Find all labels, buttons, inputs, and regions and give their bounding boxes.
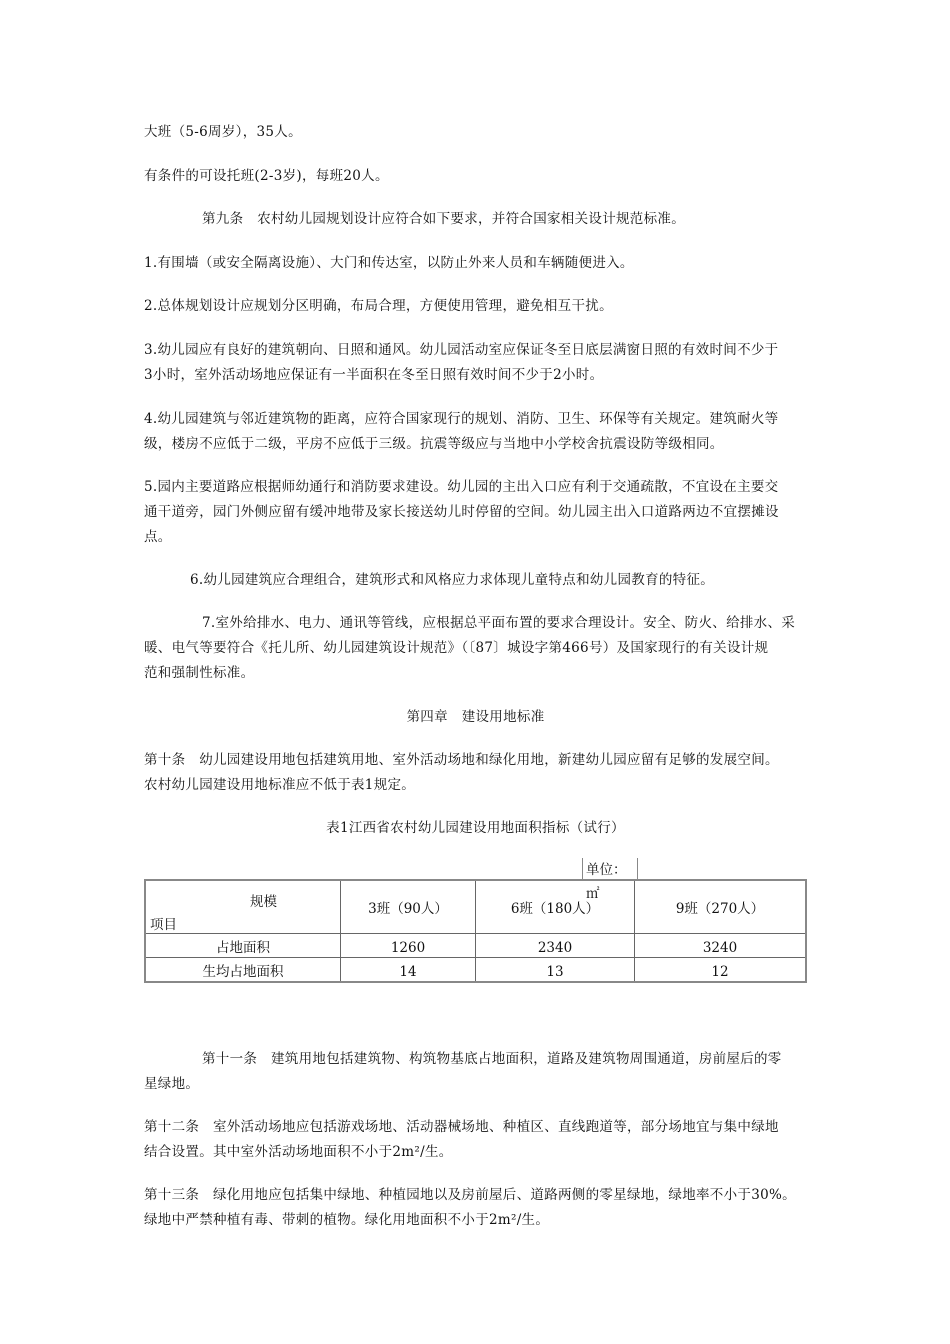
article-9: 第九条 农村幼儿园规划设计应符合如下要求，并符合国家相关设计规范标准。 — [202, 211, 685, 227]
chapter-4-heading: 第四章 建设用地标准 — [406, 709, 545, 725]
land-area-table — [144, 879, 807, 983]
article-10-line-1: 第十条 幼儿园建设用地包括建筑用地、室外活动场地和绿化用地，新建幼儿园应留有足够的发展空间。 — [144, 752, 779, 768]
text-line: 大班（5-6周岁），35人。 — [144, 124, 302, 140]
article-11-line-2: 星绿地。 — [144, 1076, 200, 1092]
article-13-line-2: 绿地中严禁种植有毒、带刺的植物。绿化用地面积不小于2m²/生。 — [144, 1212, 550, 1228]
table-cell: 12 — [635, 958, 807, 983]
article-12-line-2: 结合设置。其中室外活动场地面积不小于2m²/生。 — [144, 1144, 453, 1160]
table-column-header: 6班（180人） — [476, 880, 635, 934]
table-row-label: 占地面积 — [145, 934, 341, 958]
item-7-line-1: 7.室外给排水、电力、通讯等管线，应根据总平面布置的要求合理设计。安全、防火、给排水、采 — [202, 615, 796, 631]
article-12-line-1: 第十二条 室外活动场地应包括游戏场地、活动器械场地、种植区、直线跑道等，部分场地宜与集中绿地 — [144, 1119, 779, 1135]
corner-label-scale: 规模 — [250, 894, 277, 910]
table-corner-cell — [145, 880, 341, 934]
table-title: 表1江西省农村幼儿园建设用地面积指标（试行） — [326, 820, 625, 836]
table-header-row — [145, 880, 806, 934]
item-2: 2.总体规划设计应规划分区明确，布局合理，方便使用管理，避免相互干扰。 — [144, 298, 613, 314]
item-3-line-1: 3.幼儿园应有良好的建筑朝向、日照和通风。幼儿园活动室应保证冬至日底层满窗日照的有效时间不少于 — [144, 342, 779, 358]
item-5-line-1: 5.园内主要道路应根据师幼通行和消防要求建设。幼儿园的主出入口应有利于交通疏散，不宜设在主要交 — [144, 479, 779, 495]
item-5-line-3: 点。 — [144, 529, 172, 545]
article-10-line-2: 农村幼儿园建设用地标准应不低于表1规定。 — [144, 777, 416, 793]
table-cell: 13 — [476, 958, 635, 983]
table-row — [145, 958, 806, 983]
table-unit: 单位：㎡ — [582, 858, 638, 880]
item-7-line-2: 暖、电气等要符合《托儿所、幼儿园建筑设计规范》（〔87〕城设字第466号）及国家现行的有关设计规 — [144, 640, 769, 656]
table-cell: 2340 — [476, 934, 635, 958]
table-cell: 14 — [341, 958, 476, 983]
article-11-line-1: 第十一条 建筑用地包括建筑物、构筑物基底占地面积，道路及建筑物周围通道，房前屋后的零 — [202, 1051, 782, 1067]
item-3-line-2: 3小时，室外活动场地应保证有一半面积在冬至日照有效时间不少于2小时。 — [144, 367, 604, 383]
table-column-header: 3班（90人） — [341, 880, 476, 934]
item-4-line-1: 4.幼儿园建筑与邻近建筑物的距离，应符合国家现行的规划、消防、卫生、环保等有关规定。建筑耐火等 — [144, 411, 779, 427]
item-6: 6.幼儿园建筑应合理组合，建筑形式和风格应力求体现儿童特点和幼儿园教育的特征。 — [190, 572, 715, 588]
table-column-header: 9班（270人） — [635, 880, 807, 934]
table-row-label: 生均占地面积 — [145, 958, 341, 983]
table-cell: 1260 — [341, 934, 476, 958]
item-5-line-2: 通干道旁，园门外侧应留有缓冲地带及家长接送幼儿时停留的空间。幼儿园主出入口道路两边不宜摆摊设 — [144, 504, 779, 520]
corner-label-item: 项目 — [150, 917, 177, 933]
item-7-line-3: 范和强制性标准。 — [144, 665, 255, 681]
table-cell: 3240 — [635, 934, 807, 958]
table-row — [145, 934, 806, 958]
article-13-line-1: 第十三条 绿化用地应包括集中绿地、种植园地以及房前屋后、道路两侧的零星绿地，绿地率不小于30%。 — [144, 1187, 796, 1203]
item-4-line-2: 级，楼房不应低于二级，平房不应低于三级。抗震等级应与当地中小学校舍抗震设防等级相同。 — [144, 436, 724, 452]
item-1: 1.有围墙（或安全隔离设施）、大门和传达室，以防止外来人员和车辆随便进入。 — [144, 255, 634, 271]
text-line: 有条件的可设托班(2-3岁)，每班20人。 — [144, 168, 389, 184]
